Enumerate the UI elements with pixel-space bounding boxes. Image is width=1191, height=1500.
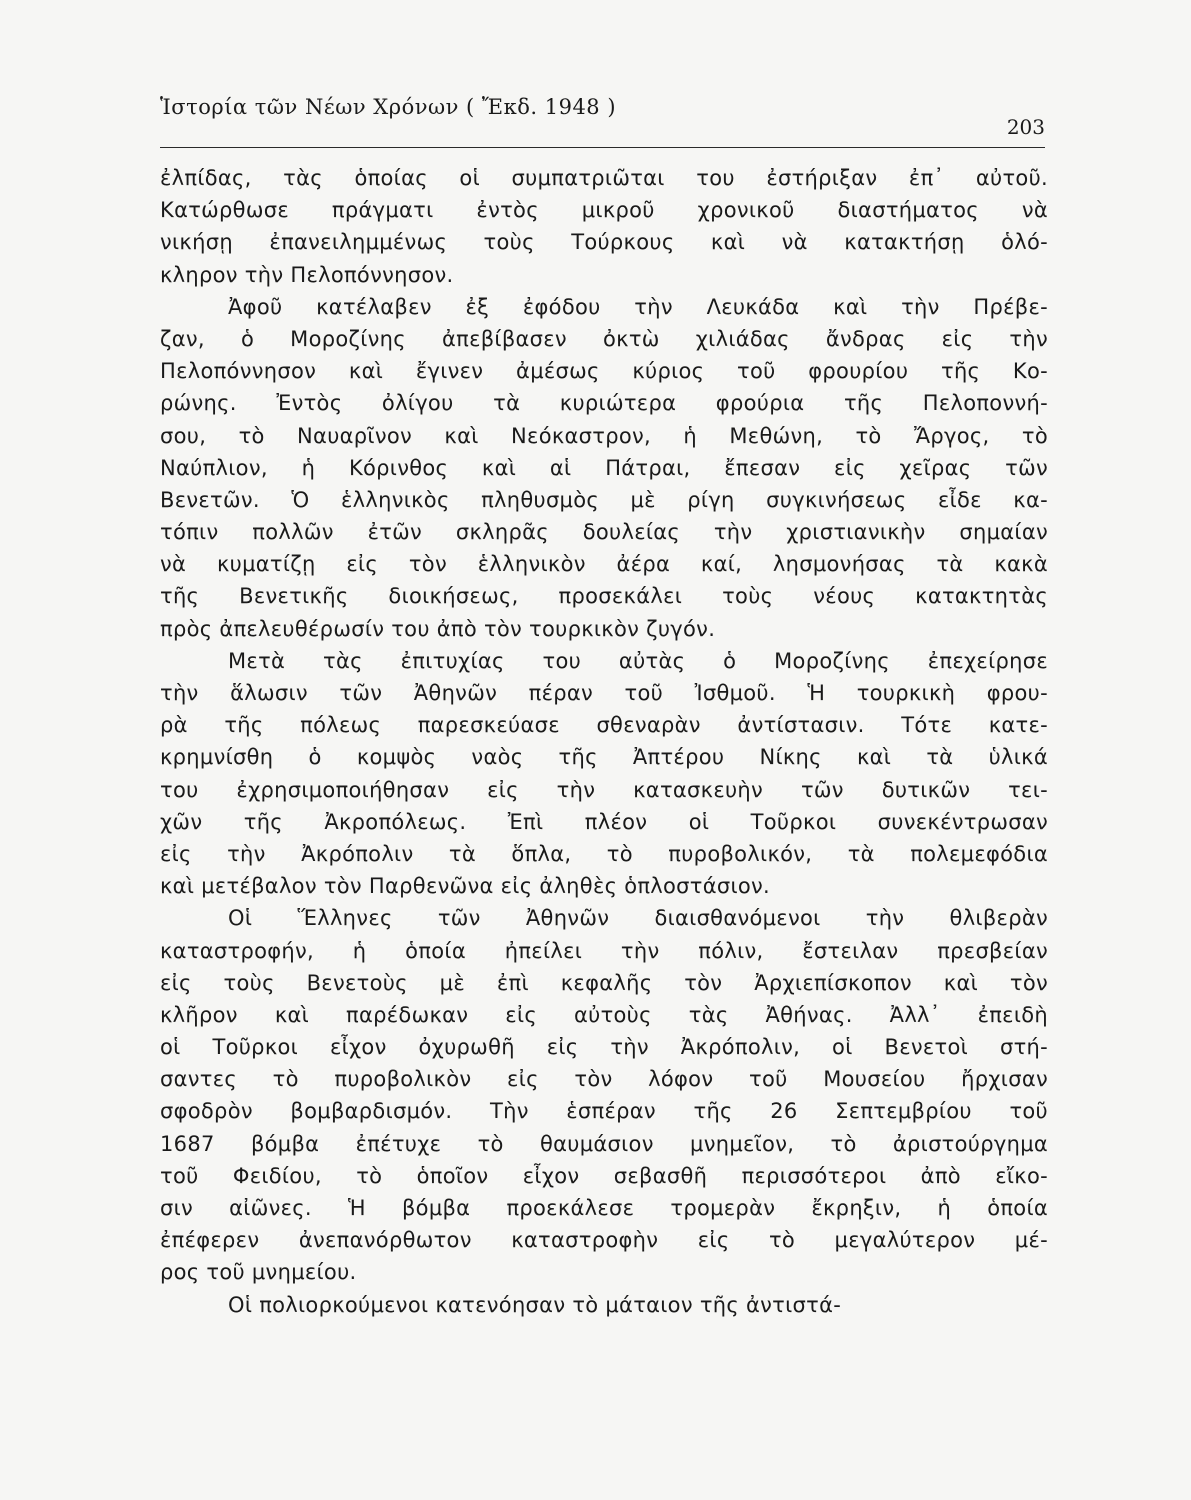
text-line: κληρον τὴν Πελοπόννησον.	[160, 262, 454, 287]
text-line: χῶν τῆς Ἀκροπόλεως. Ἐπὶ πλέον οἱ Τοῦρκοι συνεκέντρωσαν	[160, 809, 1048, 834]
text-line: εἰς τοὺς Βενετοὺς μὲ ἐπὶ κεφαλῆς τὸν Ἀρχιεπίσκοπον καὶ τὸν	[160, 970, 1048, 995]
text-line: Ναύπλιον, ἡ Κόρινθος καὶ αἱ Πάτραι, ἔπεσαν εἰς χεῖρας τῶν	[160, 455, 1048, 480]
text-line: ἐπέφερεν ἀνεπανόρθωτον καταστροφὴν εἰς τὸ μεγαλύτερον μέ-	[160, 1228, 1048, 1253]
text-line: ρὰ τῆς πόλεως παρεσκεύασε σθεναρὰν ἀντίστασιν. Τότε κατε-	[160, 713, 1048, 738]
text-line: του ἐχρησιμοποιήθησαν εἰς τὴν κατασκευὴν τῶν δυτικῶν τει-	[160, 777, 1048, 802]
text-line: σιν αἰῶνες. Ἡ βόμβα προεκάλεσε τρομερὰν ἔκρηξιν, ἡ ὁποία	[160, 1196, 1048, 1220]
text-line: πρὸς ἀπελευθέρωσίν του ἀπὸ τὸν τουρκικὸν ζυγόν.	[160, 616, 716, 641]
text-line: ζαν, ὁ Μοροζίνης ἀπεβίβασεν ὀκτὼ χιλιάδας ἄνδρας εἰς τὴν	[160, 326, 1048, 351]
text-line: κρημνίσθη ὁ κομψὸς ναὸς τῆς Ἀπτέρου Νίκης καὶ τὰ ὑλικά	[160, 745, 1048, 770]
text-line: οἱ Τοῦρκοι εἶχον ὀχυρωθῆ εἰς τὴν Ἀκρόπολιν, οἱ Βενετοὶ στή-	[160, 1035, 1048, 1060]
header-rule	[160, 147, 1045, 148]
text-line: εἰς τὴν Ἀκρόπολιν τὰ ὅπλα, τὸ πυροβολικόν, τὰ πολεμεφόδια	[160, 841, 1048, 866]
text-line: Βενετῶν. Ὁ ἑλληνικὸς πληθυσμὸς μὲ ρίγη συγκινήσεως εἶδε κα-	[160, 487, 1048, 512]
text-line: ρος τοῦ μνημείου.	[160, 1260, 357, 1285]
text-line: Οἱ Ἕλληνες τῶν Ἀθηνῶν διαισθανόμενοι τὴν θλιβερὰν	[228, 906, 1048, 931]
text-line: καταστροφήν, ἡ ὁποία ἠπείλει τὴν πόλιν, ἔστειλαν πρεσβείαν	[160, 938, 1048, 963]
text-line: τόπιν πολλῶν ἐτῶν σκληρᾶς δουλείας τὴν χριστιανικὴν σημαίαν	[160, 520, 1048, 545]
text-line: σου, τὸ Ναυαρῖνον καὶ Νεόκαστρον, ἡ Μεθώνη, τὸ Ἄργος, τὸ	[160, 423, 1048, 448]
text-line: τῆς Βενετικῆς διοικήσεως, προσεκάλει τοὺς νέους κατακτητὰς	[160, 584, 1048, 609]
text-line: τοῦ Φειδίου, τὸ ὁποῖον εἶχον σεβασθῆ περισσότεροι ἀπὸ εἴκο-	[160, 1163, 1048, 1188]
body-text	[160, 162, 1048, 1321]
page-number: 203	[1006, 115, 1045, 139]
text-line: ρώνης. Ἐντὸς ὀλίγου τὰ κυριώτερα φρούρια τῆς Πελοποννή-	[160, 391, 1048, 416]
text-line: Ἀφοῦ κατέλαβεν ἐξ ἐφόδου τὴν Λευκάδα καὶ τὴν Πρέβε-	[228, 294, 1048, 319]
text-line: νικήσῃ ἐπανειλημμένως τοὺς Τούρκους καὶ νὰ κατακτήσῃ ὁλό-	[160, 230, 1048, 255]
text-line: κλῆρον καὶ παρέδωκαν εἰς αὐτοὺς τὰς Ἀθήνας. Ἀλλ᾽ ἐπειδὴ	[160, 1002, 1048, 1027]
text-line: Μετὰ τὰς ἐπιτυχίας του αὐτὰς ὁ Μοροζίνης ἐπεχείρησε	[228, 648, 1048, 673]
text-line: Οἱ πολιορκούμενοι κατενόησαν τὸ μάταιον τῆς ἀντιστά-	[228, 1292, 842, 1317]
text-line: Κατώρθωσε πράγματι ἐντὸς μικροῦ χρονικοῦ διαστήματος νὰ	[160, 198, 1048, 223]
text-line: καὶ μετέβαλον τὸν Παρθενῶνα εἰς ἀληθὲς ὁπλοστάσιον.	[160, 874, 771, 899]
text-line: τὴν ἅλωσιν τῶν Ἀθηνῶν πέραν τοῦ Ἰσθμοῦ. Ἡ τουρκικὴ φρου-	[160, 681, 1048, 705]
running-head	[160, 95, 1045, 139]
text-line: Πελοπόννησον καὶ ἔγινεν ἀμέσως κύριος τοῦ φρουρίου τῆς Κο-	[160, 359, 1048, 384]
text-line: ἐλπίδας, τὰς ὁποίας οἱ συμπατριῶται του ἐστήριξαν ἐπ᾽ αὐτοῦ.	[160, 166, 1048, 190]
text-line: σαντες τὸ πυροβολικὸν εἰς τὸν λόφον τοῦ Μουσείου ἤρχισαν	[160, 1067, 1048, 1092]
text-line: νὰ κυματίζῃ εἰς τὸν ἑλληνικὸν ἀέρα καί, λησμονήσας τὰ κακὰ	[160, 552, 1048, 577]
text-line: σφοδρὸν βομβαρδισμόν. Τὴν ἑσπέραν τῆς 26 Σεπτεμβρίου τοῦ	[160, 1099, 1048, 1124]
running-title: Ἱστορία τῶν Νέων Χρόνων ( Ἔκδ. 1948 )	[160, 95, 617, 119]
text-line: 1687 βόμβα ἐπέτυχε τὸ θαυμάσιον μνημεῖον, τὸ ἀριστούργημα	[160, 1131, 1048, 1156]
